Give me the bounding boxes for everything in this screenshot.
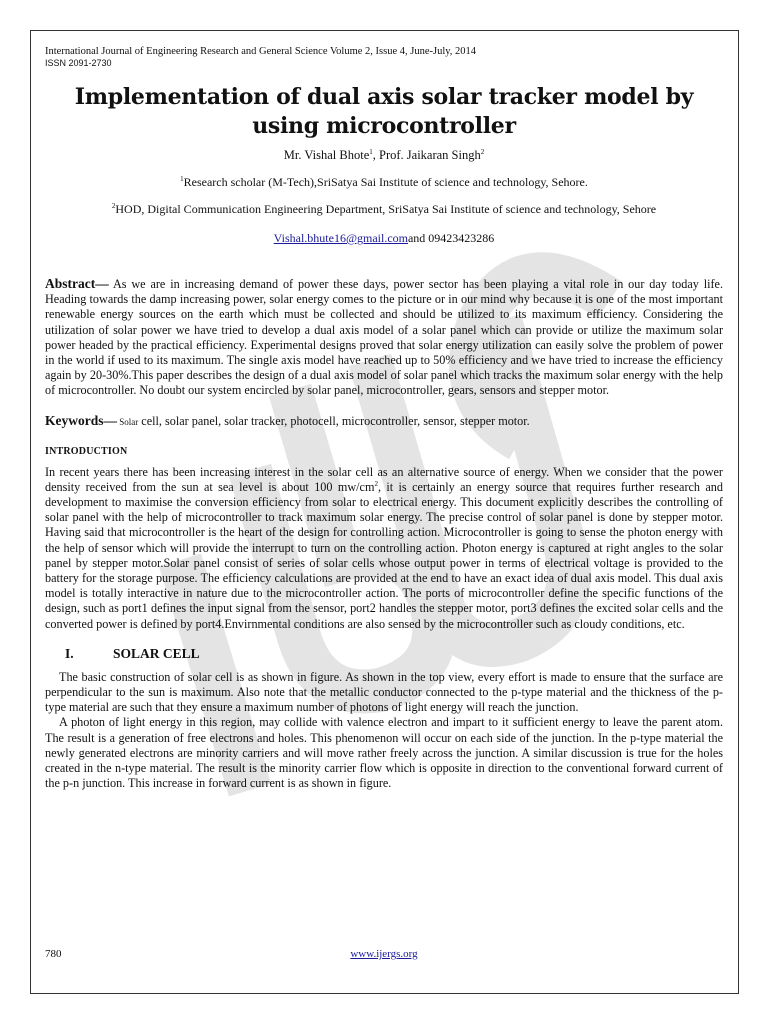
introduction-text-a: In recent years there has been increasing interest in the solar cell as an alternative source of energy. When we consider that the power density received from the sun at sea level is about 100 mw/cm: [45, 464, 723, 494]
section-1-paragraph-2: A photon of light energy in this region, may collide with valence electron and impart to it sufficient energy to leave the parent atom. The result is a generation of free electrons and holes. This phenomenon will occur on each side of the junction. In the p-type material the newly generated electrons are minority carriers and will move rather freely across the junction. A similar discussion is true for the holes created in the n-type material. The result is the minority carrier flow which is opposite in direction to the conventional forward current of the p-n junction. This increase in forward current is as shown in figure.: [45, 715, 723, 791]
abstract-label: Abstract—: [45, 276, 109, 291]
keywords-label: Keywords—: [45, 412, 117, 428]
contact-phone: and 09423423286: [407, 231, 495, 245]
author-1-sup: 1: [369, 147, 373, 156]
section-1-number: I.: [65, 645, 74, 661]
affiliation-2-sup: 2: [111, 202, 116, 210]
affiliation-1: [45, 175, 723, 190]
authors: [45, 147, 723, 163]
author-2: Prof. Jaikaran Singh: [379, 148, 481, 162]
author-2-sup: 2: [480, 147, 485, 156]
footer-site: [45, 948, 723, 960]
journal-header: International Journal of Engineering Research and General Science Volume 2, Issue 4, June-July, 2014: [45, 46, 477, 57]
keywords: [45, 413, 723, 430]
section-1-paragraph-1: The basic construction of solar cell is as shown in figure. As shown in the top view, every effort is made to ensure that the surface are perpendicular to the sun is maximum. Also note that the metallic conductor connected to the p-type material and the thickness of the p-type material are such that they ensure a maximum number of photons of light energy will reach the junction.: [45, 669, 723, 715]
affiliation-2-text: HOD, Digital Communication Engineering Department, SriSatya Sai Institute of science and technology, Sehore: [115, 202, 657, 216]
affiliation-2: [45, 202, 723, 217]
introduction-heading: INTRODUCTION: [45, 445, 128, 457]
keywords-text: cell, solar panel, solar tracker, photocell, microcontroller, sensor, stepper motor.: [138, 413, 530, 428]
paper-title: Implementation of dual axis solar tracker model by using microcontroller: [74, 84, 694, 139]
introduction-sup: 2: [374, 479, 378, 488]
issn: ISSN 2091-2730: [45, 58, 112, 68]
page-number: 780: [45, 948, 62, 960]
section-1-heading: [65, 646, 723, 662]
author-1: Mr. Vishal Bhote: [283, 148, 370, 162]
abstract: [45, 276, 723, 399]
section-1-title: SOLAR CELL: [113, 645, 200, 661]
keywords-first: Solar: [117, 416, 139, 427]
affiliation-1-sup: 1: [180, 175, 184, 183]
site-link[interactable]: www.ijergs.org: [350, 948, 418, 960]
abstract-text: As we are in increasing demand of power these days, power sector has been playing a vital role in our day today life. Heading towards the damp increasing power, solar energy comes to the picture or in our mind why because it is one of the most important renewable energy sources on the earth which must be collected and should be utilized to its maximum efficiency. Considering the utilization of solar power we have tried to develop a dual axis model of a solar panel which can provide or utilize the maximum solar power headed by the practical efficiency. Experimental designs proved that solar energy utilization can easily solve the problem of power in the world if used to its maximum. The single axis model have reached up to 50% efficiency and we have tried to increase the efficiency again by 20-30%.This paper describes the design of a dual axis model of solar panel which tracks the maximum solar energy with the help of microcontroller. No doubt our system encircled by solar panel, microcontroller, gears, sensors and stepper motor.: [45, 277, 723, 398]
email-link[interactable]: Vishal.bhute16@gmail.com: [273, 231, 408, 245]
contact-line: [45, 231, 723, 246]
introduction-paragraph: [45, 465, 723, 632]
author-sep: ,: [372, 148, 379, 162]
introduction-text-b: , it is certainly an energy source that requires further research and development to maximise the conversion efficiency from solar to electrical energy. This document explicitly describes the controlling of solar panel with the help of microcontroller to track maximum solar energy. The precise control of solar panel is done by stepper motor. Having said that microcontroller is the heart of the design for controlling action. Microcontroller is going to sense the photon energy with the help of sensor which will provide the interrupt to turn on the controlling action. Photon energy is captured at right angles to the solar panel by stepper motor.Solar panel consist of series of solar cells whose output power in terms of electrical voltage is provided to the battery for the storage purpose. The efficiency calculations are provided at the end to have an exact idea of dual axis model. This dual axis model is totally interactive in nature due to the microcontroller action. The ports of microcontroller define the specific functions of the design, such as port1 defines the input signal from the sensor, port2 handles the stepper motor, port3 defines the excited solar cells and the converted power is defined by port4.Envirnmental conditions are also sensed by the microcontroller such as cloudy conditions, etc.: [45, 479, 723, 631]
page-content: [45, 45, 723, 791]
affiliation-1-text: Research scholar (M-Tech),SriSatya Sai Institute of science and technology, Sehore.: [183, 175, 588, 189]
